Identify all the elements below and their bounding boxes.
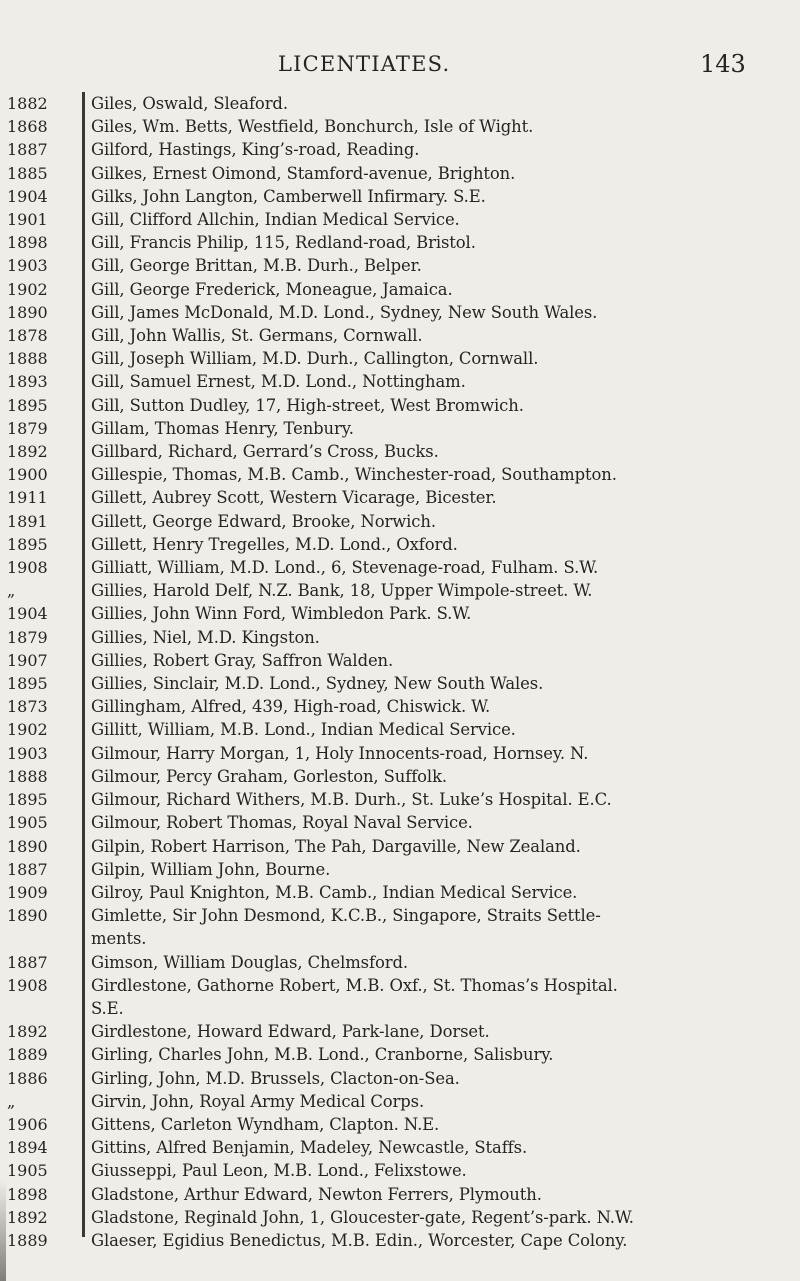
entry-main-line: Gilmour, Percy Graham, Gorleston, Suffolk.: [91, 766, 448, 786]
entry-text: [72, 626, 800, 649]
list-item: [0, 92, 800, 115]
entry-main-line: Gillingham, Alfred, 439, High-road, Chiswick. W.: [91, 697, 491, 717]
list-item: [0, 951, 800, 974]
entry-text: [72, 811, 800, 834]
entry-text: [72, 974, 800, 1020]
list-item: [0, 672, 800, 695]
entry-year: „: [7, 1091, 16, 1111]
entry-text: [72, 1113, 800, 1136]
list-item: [0, 742, 800, 765]
entry-main-line: Gilpin, Robert Harrison, The Pah, Dargaville, New Zealand.: [91, 836, 581, 856]
entry-main-line: Gill, Joseph William, M.D. Durh., Callington, Cornwall.: [91, 349, 539, 369]
entry-main-line: Gill, Clifford Allchin, Indian Medical Service.: [91, 210, 460, 230]
page-edge-shadow: [0, 1180, 6, 1281]
entry-year: 1908: [7, 558, 48, 578]
list-item: [0, 626, 800, 649]
list-item: [0, 835, 800, 858]
list-item: [0, 115, 800, 138]
list-item: [0, 1043, 800, 1066]
list-item: [0, 324, 800, 347]
list-item: [0, 208, 800, 231]
entry-year: 1905: [7, 1161, 48, 1181]
entry-text: [72, 92, 800, 115]
entry-year: 1888: [7, 766, 48, 786]
entry-main-line: Girvin, John, Royal Army Medical Corps.: [91, 1091, 425, 1111]
entry-text: [72, 1043, 800, 1066]
entry-year: 1893: [7, 372, 48, 392]
entry-year: 1892: [7, 1207, 48, 1227]
entry-main-line: Gillbard, Richard, Gerrard’s Cross, Bucks.: [91, 442, 439, 462]
entry-year: 1879: [7, 627, 48, 647]
entry-main-line: Gill, James McDonald, M.D. Lond., Sydney, New South Wales.: [91, 302, 598, 322]
list-item: [0, 1159, 800, 1182]
entry-year: 1887: [7, 859, 48, 879]
list-item: [0, 695, 800, 718]
list-item: [0, 254, 800, 277]
page-header: [0, 50, 800, 80]
list-item: [0, 533, 800, 556]
entry-text: [72, 394, 800, 417]
list-item: [0, 881, 800, 904]
entry-year: 1892: [7, 1022, 48, 1042]
entry-main-line: Gilmour, Harry Morgan, 1, Holy Innocents-road, Hornsey. N.: [91, 743, 589, 763]
entry-main-line: Gittens, Carleton Wyndham, Clapton. N.E.: [91, 1114, 440, 1134]
entry-year: 1905: [7, 813, 48, 833]
entry-main-line: Giles, Oswald, Sleaford.: [91, 94, 288, 113]
entry-main-line: Gillies, Harold Delf, N.Z. Bank, 18, Upper Wimpole-street. W.: [91, 581, 593, 601]
list-item: [0, 463, 800, 486]
entry-main-line: Gilkes, Ernest Oimond, Stamford-avenue, Brighton.: [91, 163, 516, 183]
page-number: 143: [700, 50, 746, 78]
entry-text: [72, 788, 800, 811]
entry-main-line: Gillies, Niel, M.D. Kingston.: [91, 627, 320, 647]
entry-year: 1889: [7, 1045, 48, 1065]
list-item: [0, 1113, 800, 1136]
list-item: [0, 185, 800, 208]
entry-text: [72, 672, 800, 695]
entry-text: [72, 115, 800, 138]
list-item: [0, 1136, 800, 1159]
entry-text: [72, 486, 800, 509]
entry-main-line: Gill, Sutton Dudley, 17, High-street, West Bromwich.: [91, 395, 524, 415]
entry-text: [72, 533, 800, 556]
entry-main-line: Gilroy, Paul Knighton, M.B. Camb., Indian Medical Service.: [91, 882, 578, 902]
list-item: [0, 1206, 800, 1229]
entry-text: [72, 858, 800, 881]
entry-main-line: Gillett, Aubrey Scott, Western Vicarage, Bicester.: [91, 488, 497, 508]
entry-year: 1890: [7, 906, 48, 926]
entry-text: [72, 904, 800, 950]
entry-main-line: Giusseppi, Paul Leon, M.B. Lond., Felixstowe.: [91, 1161, 467, 1181]
list-item: [0, 649, 800, 672]
entry-main-line: Gladstone, Reginald John, 1, Gloucester-gate, Regent’s-park. N.W.: [91, 1207, 634, 1227]
running-title: LICENTIATES.: [278, 52, 451, 76]
entry-year: 1904: [7, 604, 48, 624]
entry-text: [72, 649, 800, 672]
list-item: [0, 718, 800, 741]
entry-text: [72, 1020, 800, 1043]
entry-year: 1895: [7, 674, 48, 694]
entry-text: [72, 1136, 800, 1159]
entry-text: [72, 695, 800, 718]
list-item: [0, 417, 800, 440]
entry-text: [72, 951, 800, 974]
list-item: [0, 765, 800, 788]
entry-main-line: Gittins, Alfred Benjamin, Madeley, Newcastle, Staffs.: [91, 1138, 528, 1158]
list-item: [0, 394, 800, 417]
entry-main-line: Gilks, John Langton, Camberwell Infirmary. S.E.: [91, 186, 486, 206]
entry-main-line: Girdlestone, Gathorne Robert, M.B. Oxf., St. Thomas’s Hospital.: [91, 975, 618, 995]
entry-text: [72, 417, 800, 440]
entry-main-line: Gilpin, William John, Bourne.: [91, 859, 331, 879]
entry-year: 1879: [7, 418, 48, 438]
list-item: [0, 602, 800, 625]
list-item: [0, 1183, 800, 1206]
entry-text: [72, 881, 800, 904]
entry-main-line: Gilliatt, William, M.D. Lond., 6, Stevenage-road, Fulham. S.W.: [91, 558, 599, 578]
list-item: [0, 811, 800, 834]
entry-year: 1890: [7, 836, 48, 856]
entry-year: 1878: [7, 326, 48, 346]
entry-year: 1894: [7, 1138, 48, 1158]
entry-year: 1902: [7, 279, 48, 299]
entry-year: 1900: [7, 465, 48, 485]
entry-main-line: Gill, George Frederick, Moneague, Jamaica.: [91, 279, 453, 299]
list-item: [0, 231, 800, 254]
entry-year: 1895: [7, 534, 48, 554]
entry-main-line: Gillam, Thomas Henry, Tenbury.: [91, 418, 354, 438]
entry-text: [72, 1206, 800, 1229]
entry-main-line: Gillett, George Edward, Brooke, Norwich.: [91, 511, 436, 531]
entry-main-line: Glaeser, Egidius Benedictus, M.B. Edin., Worcester, Cape Colony.: [91, 1230, 628, 1250]
entry-text: [72, 440, 800, 463]
entry-continuation-line: ments.: [91, 929, 147, 949]
entry-main-line: Girling, John, M.D. Brussels, Clacton-on-Sea.: [91, 1068, 460, 1088]
entry-year: „: [7, 581, 16, 601]
entry-main-line: Gill, Samuel Ernest, M.D. Lond., Nottingham.: [91, 372, 466, 392]
entry-text: [72, 556, 800, 579]
entry-year: 1901: [7, 210, 48, 230]
entry-year: 1868: [7, 117, 48, 137]
entry-text: [72, 278, 800, 301]
list-item: [0, 1020, 800, 1043]
entry-text: [72, 347, 800, 370]
entry-year: 1886: [7, 1068, 48, 1088]
entry-main-line: Gilford, Hastings, King’s-road, Reading.: [91, 140, 420, 160]
entry-main-line: Gimlette, Sir John Desmond, K.C.B., Singapore, Straits Settle-: [91, 906, 601, 926]
list-item: [0, 510, 800, 533]
list-item: [0, 556, 800, 579]
entry-text: [72, 231, 800, 254]
entry-text: [72, 742, 800, 765]
list-item: [0, 486, 800, 509]
entry-text: [72, 324, 800, 347]
entry-main-line: Gillitt, William, M.B. Lond., Indian Medical Service.: [91, 720, 516, 740]
entry-main-line: Girdlestone, Howard Edward, Park-lane, Dorset.: [91, 1022, 490, 1042]
entry-year: 1887: [7, 952, 48, 972]
entry-year: 1904: [7, 186, 48, 206]
entry-continuation-line: S.E.: [91, 998, 124, 1018]
entry-text: [72, 602, 800, 625]
entry-text: [72, 1229, 800, 1252]
entry-text: [72, 1090, 800, 1113]
entry-year: 1898: [7, 233, 48, 253]
entry-main-line: Girling, Charles John, M.B. Lond., Cranborne, Salisbury.: [91, 1045, 554, 1065]
entry-main-line: Gill, George Brittan, M.B. Durh., Belper.: [91, 256, 422, 276]
list-item: [0, 974, 800, 1020]
list-item: [0, 788, 800, 811]
entry-main-line: Gill, Francis Philip, 115, Redland-road, Bristol.: [91, 233, 476, 253]
entry-text: [72, 370, 800, 393]
entry-year: 1895: [7, 790, 48, 810]
entry-year: 1892: [7, 442, 48, 462]
entry-main-line: Gladstone, Arthur Edward, Newton Ferrers, Plymouth.: [91, 1184, 542, 1204]
entry-text: [72, 162, 800, 185]
entry-text: [72, 579, 800, 602]
entry-year: 1909: [7, 882, 48, 902]
entry-text: [72, 254, 800, 277]
list-item: [0, 370, 800, 393]
entry-text: [72, 208, 800, 231]
entry-main-line: Gimson, William Douglas, Chelmsford.: [91, 952, 408, 972]
list-item: [0, 858, 800, 881]
entry-year: 1903: [7, 743, 48, 763]
entry-main-line: Giles, Wm. Betts, Westfield, Bonchurch, Isle of Wight.: [91, 117, 534, 137]
list-item: [0, 579, 800, 602]
entry-main-line: Gillespie, Thomas, M.B. Camb., Winchester-road, Southampton.: [91, 465, 617, 485]
entry-year: 1885: [7, 163, 48, 183]
entry-text: [72, 1159, 800, 1182]
entry-year: 1906: [7, 1114, 48, 1134]
entry-year: 1911: [7, 488, 48, 508]
entry-year: 1902: [7, 720, 48, 740]
list-item: [0, 1067, 800, 1090]
entry-year: 1888: [7, 349, 48, 369]
entry-year: 1895: [7, 395, 48, 415]
list-item: [0, 347, 800, 370]
list-item: [0, 1090, 800, 1113]
list-item: [0, 278, 800, 301]
entry-main-line: Gill, John Wallis, St. Germans, Cornwall.: [91, 326, 423, 346]
list-item: [0, 162, 800, 185]
entry-main-line: Gilmour, Robert Thomas, Royal Naval Service.: [91, 813, 473, 833]
entry-main-line: Gillies, Robert Gray, Saffron Walden.: [91, 650, 394, 670]
list-item: [0, 1229, 800, 1252]
entry-year: 1908: [7, 975, 48, 995]
entry-main-line: Gillies, Sinclair, M.D. Lond., Sydney, New South Wales.: [91, 674, 544, 694]
list-item: [0, 904, 800, 950]
entry-main-line: Gilmour, Richard Withers, M.B. Durh., St. Luke’s Hospital. E.C.: [91, 790, 612, 810]
entry-text: [72, 718, 800, 741]
list-item: [0, 301, 800, 324]
entry-main-line: Gillies, John Winn Ford, Wimbledon Park. S.W.: [91, 604, 472, 624]
entry-year: 1889: [7, 1230, 48, 1250]
entry-text: [72, 765, 800, 788]
entry-year: 1890: [7, 302, 48, 322]
entry-year: 1873: [7, 697, 48, 717]
entry-text: [72, 463, 800, 486]
entry-text: [72, 301, 800, 324]
entry-text: [72, 510, 800, 533]
entry-year: 1891: [7, 511, 48, 531]
list-item: [0, 138, 800, 161]
entry-text: [72, 1183, 800, 1206]
entry-year: 1887: [7, 140, 48, 160]
entry-year: 1907: [7, 650, 48, 670]
entry-text: [72, 185, 800, 208]
list-item: [0, 440, 800, 463]
entry-main-line: Gillett, Henry Tregelles, M.D. Lond., Oxford.: [91, 534, 458, 554]
entry-year: 1903: [7, 256, 48, 276]
entry-year: 1898: [7, 1184, 48, 1204]
entry-text: [72, 138, 800, 161]
entry-year: 1882: [7, 94, 48, 113]
entry-text: [72, 1067, 800, 1090]
licentiate-list: [0, 92, 800, 1252]
entry-text: [72, 835, 800, 858]
